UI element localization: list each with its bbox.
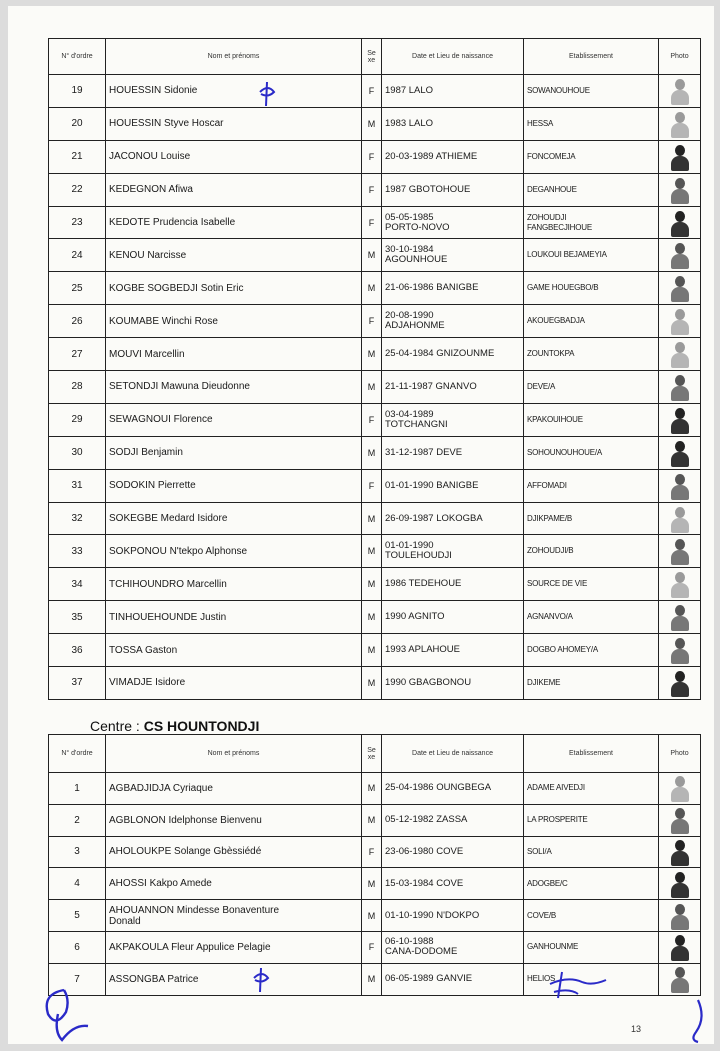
birth-date-place: 21-11-1987 GNANVO bbox=[382, 371, 524, 404]
person-photo-icon bbox=[669, 669, 691, 697]
sex-value: M bbox=[362, 502, 382, 535]
signature-initials bbox=[36, 984, 96, 1044]
table-row bbox=[49, 338, 701, 371]
sex-value: M bbox=[362, 568, 382, 601]
sex-value: F bbox=[362, 206, 382, 239]
table-row bbox=[49, 836, 701, 868]
birth-date-place: 01-01-1990 BANIGBE bbox=[382, 469, 524, 502]
header-birth: Date et Lieu de naissance bbox=[382, 39, 524, 75]
order-number: 6 bbox=[49, 931, 106, 963]
candidate-photo bbox=[659, 502, 701, 535]
order-number: 26 bbox=[49, 305, 106, 338]
candidate-photo bbox=[659, 107, 701, 140]
person-photo-icon bbox=[669, 176, 691, 204]
header-establishment: Etablissement bbox=[524, 39, 659, 75]
candidate-name: KEDOTE Prudencia Isabelle bbox=[106, 206, 362, 239]
candidate-photo bbox=[659, 338, 701, 371]
sex-value: M bbox=[362, 667, 382, 700]
establishment-name: DEVE/A bbox=[524, 371, 659, 404]
person-photo-icon bbox=[669, 505, 691, 533]
person-photo-icon bbox=[669, 472, 691, 500]
sex-value: F bbox=[362, 305, 382, 338]
establishment-name: SOLI/A bbox=[524, 836, 659, 868]
candidates-table-1 bbox=[48, 38, 701, 700]
order-number: 27 bbox=[49, 338, 106, 371]
candidate-name: SODOKIN Pierrette bbox=[106, 469, 362, 502]
candidate-name: SOKPONOU N'tekpo Alphonse bbox=[106, 535, 362, 568]
candidate-photo bbox=[659, 773, 701, 805]
birth-date-place: 1993 APLAHOUE bbox=[382, 634, 524, 667]
person-photo-icon bbox=[669, 570, 691, 598]
sex-value: M bbox=[362, 272, 382, 305]
candidate-name: SETONDJI Mawuna Dieudonne bbox=[106, 371, 362, 404]
sex-value: F bbox=[362, 836, 382, 868]
candidate-name: AGBADJIDJA Cyriaque bbox=[106, 773, 362, 805]
sex-value: M bbox=[362, 239, 382, 272]
birth-date-place: 01-01-1990 TOULEHOUDJI bbox=[382, 535, 524, 568]
order-number: 29 bbox=[49, 403, 106, 436]
person-photo-icon bbox=[669, 537, 691, 565]
sex-value: M bbox=[362, 601, 382, 634]
candidate-name: AHOSSI Kakpo Amede bbox=[106, 868, 362, 900]
table-row bbox=[49, 206, 701, 239]
establishment-name: GAME HOUEGBO/B bbox=[524, 272, 659, 305]
candidate-photo bbox=[659, 239, 701, 272]
document-page bbox=[8, 6, 714, 1044]
establishment-name: DEGANHOUE bbox=[524, 173, 659, 206]
establishment-name: ZOHOUDJI/B bbox=[524, 535, 659, 568]
establishment-name: ADAME AIVEDJI bbox=[524, 773, 659, 805]
establishment-name: KPAKOUIHOUE bbox=[524, 403, 659, 436]
order-number: 33 bbox=[49, 535, 106, 568]
candidate-photo bbox=[659, 206, 701, 239]
candidate-photo bbox=[659, 667, 701, 700]
candidate-name: KOUMABE Winchi Rose bbox=[106, 305, 362, 338]
sex-value: F bbox=[362, 140, 382, 173]
candidate-name: KOGBE SOGBEDJI Sotin Eric bbox=[106, 272, 362, 305]
establishment-name: ADOGBE/C bbox=[524, 868, 659, 900]
table-row bbox=[49, 634, 701, 667]
birth-date-place: 25-04-1986 OUNGBEGA bbox=[382, 773, 524, 805]
sex-value: M bbox=[362, 371, 382, 404]
signature-mark bbox=[548, 968, 608, 1002]
order-number: 1 bbox=[49, 773, 106, 805]
sex-value: M bbox=[362, 535, 382, 568]
table-row bbox=[49, 436, 701, 469]
table-row bbox=[49, 931, 701, 963]
person-photo-icon bbox=[669, 636, 691, 664]
establishment-name: AGNANVO/A bbox=[524, 601, 659, 634]
header-sex: Se xe bbox=[362, 39, 382, 75]
checkmark-signature-mark bbox=[256, 80, 278, 110]
header-sex: Se xe bbox=[362, 735, 382, 773]
birth-date-place: 06-10-1988 CANA-DODOME bbox=[382, 931, 524, 963]
table-row bbox=[49, 305, 701, 338]
birth-date-place: 03-04-1989 TOTCHANGNI bbox=[382, 403, 524, 436]
birth-date-place: 06-05-1989 GANVIE bbox=[382, 963, 524, 995]
birth-date-place: 20-03-1989 ATHIEME bbox=[382, 140, 524, 173]
candidate-name: SOKEGBE Medard Isidore bbox=[106, 502, 362, 535]
candidate-name: AGBLONON Idelphonse Bienvenu bbox=[106, 804, 362, 836]
order-number: 21 bbox=[49, 140, 106, 173]
table-row bbox=[49, 107, 701, 140]
order-number: 35 bbox=[49, 601, 106, 634]
candidates-table-2 bbox=[48, 734, 701, 996]
candidate-name: SEWAGNOUI Florence bbox=[106, 403, 362, 436]
candidate-photo bbox=[659, 868, 701, 900]
birth-date-place: 15-03-1984 COVE bbox=[382, 868, 524, 900]
sex-value: M bbox=[362, 804, 382, 836]
sex-value: F bbox=[362, 931, 382, 963]
candidate-name: SODJI Benjamin bbox=[106, 436, 362, 469]
header-photo: Photo bbox=[659, 39, 701, 75]
header-photo: Photo bbox=[659, 735, 701, 773]
person-photo-icon bbox=[669, 838, 691, 866]
birth-date-place: 05-12-1982 ZASSA bbox=[382, 804, 524, 836]
candidate-photo bbox=[659, 436, 701, 469]
order-number: 36 bbox=[49, 634, 106, 667]
candidate-name: ASSONGBA Patrice bbox=[106, 963, 362, 995]
candidate-name: TINHOUEHOUNDE Justin bbox=[106, 601, 362, 634]
order-number: 22 bbox=[49, 173, 106, 206]
birth-date-place: 1986 TEDEHOUE bbox=[382, 568, 524, 601]
birth-date-place: 01-10-1990 N'DOKPO bbox=[382, 900, 524, 932]
sex-value: M bbox=[362, 634, 382, 667]
sex-value: F bbox=[362, 75, 382, 108]
establishment-name: ZOHOUDJI FANGBECJIHOUE bbox=[524, 206, 659, 239]
birth-date-place: 30-10-1984 AGOUNHOUE bbox=[382, 239, 524, 272]
person-photo-icon bbox=[669, 870, 691, 898]
birth-date-place: 1990 GBAGBONOU bbox=[382, 667, 524, 700]
establishment-name: LOUKOUI BEJAMEYIA bbox=[524, 239, 659, 272]
candidate-photo bbox=[659, 900, 701, 932]
header-name: Nom et prénoms bbox=[106, 39, 362, 75]
person-photo-icon bbox=[669, 143, 691, 171]
table-row bbox=[49, 667, 701, 700]
candidate-photo bbox=[659, 75, 701, 108]
birth-date-place: 20-08-1990 ADJAHONME bbox=[382, 305, 524, 338]
order-number: 31 bbox=[49, 469, 106, 502]
order-number: 2 bbox=[49, 804, 106, 836]
order-number: 28 bbox=[49, 371, 106, 404]
person-photo-icon bbox=[669, 340, 691, 368]
birth-date-place: 25-04-1984 GNIZOUNME bbox=[382, 338, 524, 371]
person-photo-icon bbox=[669, 406, 691, 434]
candidate-name: KENOU Narcisse bbox=[106, 239, 362, 272]
table-row bbox=[49, 140, 701, 173]
sex-value: M bbox=[362, 963, 382, 995]
candidate-name: MOUVI Marcellin bbox=[106, 338, 362, 371]
sex-value: F bbox=[362, 469, 382, 502]
header-name: Nom et prénoms bbox=[106, 735, 362, 773]
establishment-name: ZOUNTOKPA bbox=[524, 338, 659, 371]
header-order: N° d'ordre bbox=[49, 735, 106, 773]
birth-date-place: 31-12-1987 DEVE bbox=[382, 436, 524, 469]
candidate-photo bbox=[659, 469, 701, 502]
candidate-photo bbox=[659, 836, 701, 868]
header-establishment: Etablissement bbox=[524, 735, 659, 773]
birth-date-place: 1983 LALO bbox=[382, 107, 524, 140]
candidate-photo bbox=[659, 272, 701, 305]
sex-value: M bbox=[362, 868, 382, 900]
person-photo-icon bbox=[669, 307, 691, 335]
table-row bbox=[49, 173, 701, 206]
checkmark-signature-mark bbox=[250, 966, 272, 996]
order-number: 37 bbox=[49, 667, 106, 700]
establishment-name: SOHOUNOUHOUE/A bbox=[524, 436, 659, 469]
header-birth: Date et Lieu de naissance bbox=[382, 735, 524, 773]
establishment-name: LA PROSPERITE bbox=[524, 804, 659, 836]
establishment-name: AKOUEGBADJA bbox=[524, 305, 659, 338]
candidate-photo bbox=[659, 568, 701, 601]
table-row bbox=[49, 403, 701, 436]
center-heading bbox=[90, 718, 259, 734]
person-photo-icon bbox=[669, 373, 691, 401]
candidate-name: TCHIHOUNDRO Marcellin bbox=[106, 568, 362, 601]
sex-value: M bbox=[362, 436, 382, 469]
table-row bbox=[49, 502, 701, 535]
establishment-name: COVE/B bbox=[524, 900, 659, 932]
sex-value: M bbox=[362, 773, 382, 805]
establishment-name: AFFOMADI bbox=[524, 469, 659, 502]
person-photo-icon bbox=[669, 77, 691, 105]
table-row bbox=[49, 601, 701, 634]
candidate-photo bbox=[659, 403, 701, 436]
header-order: N° d'ordre bbox=[49, 39, 106, 75]
order-number: 23 bbox=[49, 206, 106, 239]
center-name: CS HOUNTONDJI bbox=[143, 718, 260, 734]
establishment-name: GANHOUNME bbox=[524, 931, 659, 963]
candidate-name: KEDEGNON Afiwa bbox=[106, 173, 362, 206]
birth-date-place: 21-06-1986 BANIGBE bbox=[382, 272, 524, 305]
person-photo-icon bbox=[669, 439, 691, 467]
table-row bbox=[49, 272, 701, 305]
candidate-photo bbox=[659, 140, 701, 173]
person-photo-icon bbox=[669, 274, 691, 302]
establishment-name: DJIKPAME/B bbox=[524, 502, 659, 535]
sex-value: M bbox=[362, 107, 382, 140]
establishment-name: HESSA bbox=[524, 107, 659, 140]
birth-date-place: 1990 AGNITO bbox=[382, 601, 524, 634]
person-photo-icon bbox=[669, 806, 691, 834]
person-photo-icon bbox=[669, 965, 691, 993]
establishment-name: DOGBO AHOMEY/A bbox=[524, 634, 659, 667]
order-number: 30 bbox=[49, 436, 106, 469]
candidate-photo bbox=[659, 173, 701, 206]
candidate-name: AHOUANNON Mindesse Bonaventure Donald bbox=[106, 900, 362, 932]
order-number: 20 bbox=[49, 107, 106, 140]
sex-value: M bbox=[362, 900, 382, 932]
table-row bbox=[49, 371, 701, 404]
birth-date-place: 26-09-1987 LOKOGBA bbox=[382, 502, 524, 535]
candidate-photo bbox=[659, 601, 701, 634]
candidate-photo bbox=[659, 634, 701, 667]
table-row bbox=[49, 804, 701, 836]
order-number: 5 bbox=[49, 900, 106, 932]
person-photo-icon bbox=[669, 110, 691, 138]
sex-value: F bbox=[362, 173, 382, 206]
establishment-name: DJIKEME bbox=[524, 667, 659, 700]
candidate-name: VIMADJE Isidore bbox=[106, 667, 362, 700]
establishment-name: HELIOS bbox=[524, 963, 659, 995]
table-row bbox=[49, 900, 701, 932]
candidate-photo bbox=[659, 963, 701, 995]
person-photo-icon bbox=[669, 241, 691, 269]
table-row bbox=[49, 773, 701, 805]
candidate-photo bbox=[659, 535, 701, 568]
establishment-name: SOWANOUHOUE bbox=[524, 75, 659, 108]
candidate-name: HOUESSIN Sidonie bbox=[106, 75, 362, 108]
person-photo-icon bbox=[669, 902, 691, 930]
order-number: 3 bbox=[49, 836, 106, 868]
candidate-name: JACONOU Louise bbox=[106, 140, 362, 173]
candidate-photo bbox=[659, 305, 701, 338]
table-row bbox=[49, 868, 701, 900]
candidate-name: AHOLOUKPE Solange Gbèssiédé bbox=[106, 836, 362, 868]
birth-date-place: 1987 LALO bbox=[382, 75, 524, 108]
establishment-name: FONCOMEJA bbox=[524, 140, 659, 173]
birth-date-place: 1987 GBOTOHOUE bbox=[382, 173, 524, 206]
order-number: 25 bbox=[49, 272, 106, 305]
sex-value: F bbox=[362, 403, 382, 436]
establishment-name: SOURCE DE VIE bbox=[524, 568, 659, 601]
table-row bbox=[49, 568, 701, 601]
birth-date-place: 23-06-1980 COVE bbox=[382, 836, 524, 868]
order-number: 24 bbox=[49, 239, 106, 272]
table-row bbox=[49, 535, 701, 568]
birth-date-place: 05-05-1985 PORTO-NOVO bbox=[382, 206, 524, 239]
order-number: 34 bbox=[49, 568, 106, 601]
sex-value: M bbox=[362, 338, 382, 371]
candidate-name: AKPAKOULA Fleur Appulice Pelagie bbox=[106, 931, 362, 963]
table-row bbox=[49, 239, 701, 272]
order-number: 7 bbox=[49, 963, 106, 995]
candidate-name: TOSSA Gaston bbox=[106, 634, 362, 667]
signature-hook bbox=[686, 998, 708, 1044]
page-number: 13 bbox=[631, 1024, 642, 1034]
table-row bbox=[49, 75, 701, 108]
candidate-photo bbox=[659, 371, 701, 404]
center-label: Centre : bbox=[90, 718, 140, 734]
order-number: 4 bbox=[49, 868, 106, 900]
candidate-photo bbox=[659, 931, 701, 963]
order-number: 19 bbox=[49, 75, 106, 108]
candidate-photo bbox=[659, 804, 701, 836]
person-photo-icon bbox=[669, 209, 691, 237]
person-photo-icon bbox=[669, 933, 691, 961]
person-photo-icon bbox=[669, 774, 691, 802]
table-row bbox=[49, 469, 701, 502]
order-number: 32 bbox=[49, 502, 106, 535]
person-photo-icon bbox=[669, 603, 691, 631]
candidate-name: HOUESSIN Styve Hoscar bbox=[106, 107, 362, 140]
